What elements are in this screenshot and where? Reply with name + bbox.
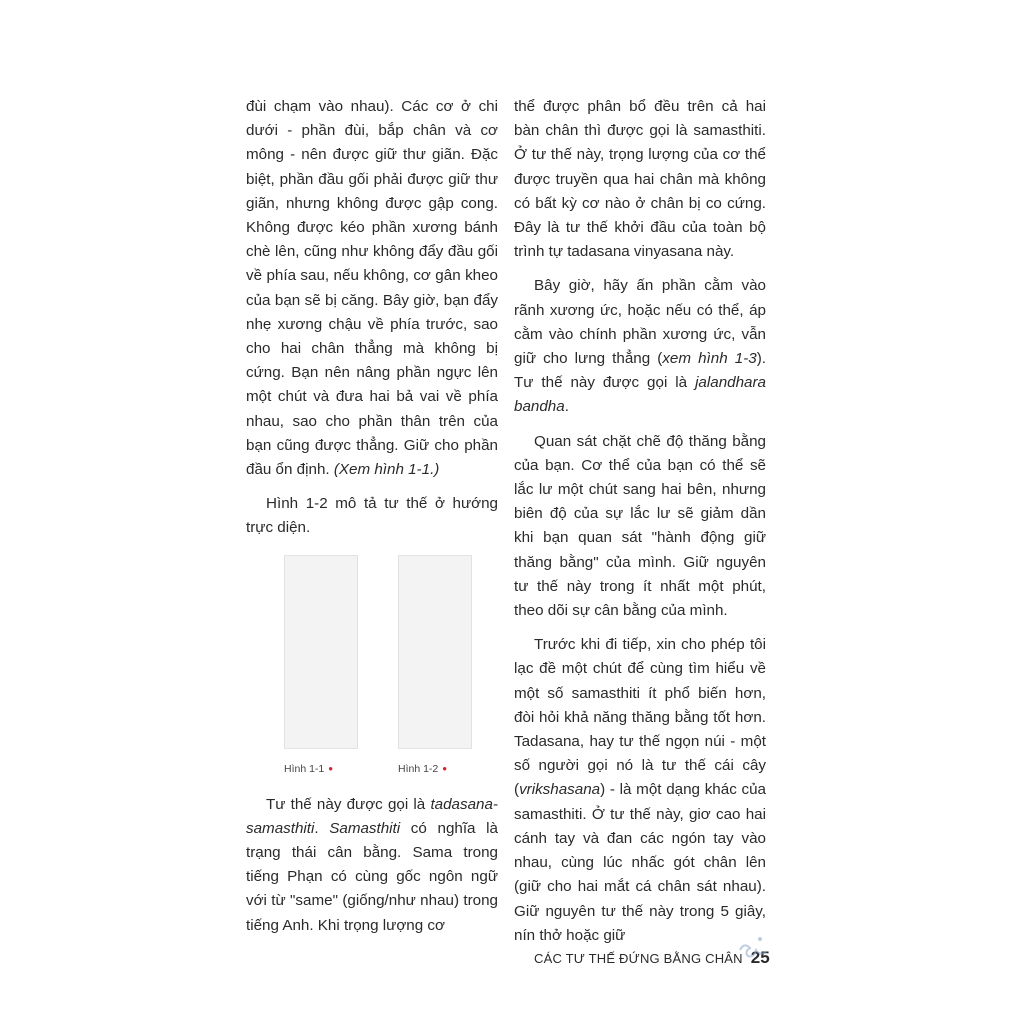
right-paragraph-1: thể được phân bổ đều trên cả hai bàn chân thì được gọi là samasthiti. Ở tư thế này, trọng lượng của cơ thể được truyền qua hai chân mà không có bất kỳ cơ nào ở chân bị co cứng. Đây là tư thế khởi đầu của toàn bộ trình tự tadasana vinyasana này.: [514, 98, 766, 261]
section-title: CÁC TƯ THẾ ĐỨNG BẰNG CHÂN: [534, 950, 743, 966]
left-paragraph-1: đùi chạm vào nhau). Các cơ ở chi dưới - phần đùi, bắp chân và cơ mông - nên được giữ thư giãn. Đặc biệt, phần đầu gối phải được giữ thư giãn, nhưng không được gập cong. Không được kéo phần xương bánh chè lên, cũng như không đẩy đầu gối về phía sau, nếu không, cơ gân kheo của bạn sẽ bị căng. Bây giờ, bạn đẩy nhẹ xương chậu về phía trước, sao cho hai chân thẳng mà không bị cứng. Bạn nên nâng phần ngực lên một chút và đưa hai bả vai về phía nhau, sao cho phần thân trên của bạn cũng được thẳng. Giữ cho phần đầu ổn định. (Xem hình 1-1.): [246, 98, 498, 479]
left-column: [246, 95, 498, 948]
page-footer: [534, 948, 770, 968]
right-column: [514, 95, 766, 958]
right-paragraph-2: Bây giờ, hãy ấn phần cằm vào rãnh xương ức, hoặc nếu có thể, áp cằm vào chính phần xương ức, vẫn giữ cho lưng thẳng (xem hình 1-3). Tư thế này được gọi là jalandhara bandha.: [514, 277, 766, 416]
figure-group: [246, 555, 498, 783]
figure-1-1: [284, 555, 358, 781]
caption-dot-icon: ●: [328, 763, 334, 773]
caption-dot-icon: ●: [442, 763, 448, 773]
left-paragraph-3: Tư thế này được gọi là tadasana-samasthiti. Samasthiti có nghĩa là trạng thái cân bằng. Sama trong tiếng Phạn có cùng gốc ngôn ngữ với từ "same" (giống/như nhau) trong tiếng Anh. Khi trọng lượng cơ: [246, 795, 498, 934]
om-icon: [734, 934, 770, 962]
right-paragraph-4: Trước khi đi tiếp, xin cho phép tôi lạc đề một chút để cùng tìm hiểu về một số samasthiti ít phổ biến hơn, đòi hỏi khả năng thăng bằng tốt hơn. Tadasana, hay tư thế ngọn núi - một số người gọi nó là tư thế cái cây (vrikshasana) - là một dạng khác của samasthiti. Ở tư thế này, giơ cao hai cánh tay và đan các ngón tay vào nhau, cùng lúc nhấc gót chân lên (giữ cho hai mắt cá chân sát nhau). Giữ nguyên tư thế này trong 5 giây, nín thở hoặc giữ: [514, 636, 766, 944]
page-number: 25: [750, 948, 770, 967]
right-paragraph-3: Quan sát chặt chẽ độ thăng bằng của bạn. Cơ thể của bạn có thể sẽ lắc lư một chút sang hai bên, nhưng biên độ của sự lắc lư sẽ giảm dần khi bạn quan sát "hành động giữ thăng bằng" của mình. Giữ nguyên tư thế này trong ít nhất một phút, theo dõi sự cân bằng của mình.: [514, 432, 766, 620]
figure-1-1-caption: Hình 1-1 ●: [284, 757, 358, 781]
figure-1-2-photo-placeholder: [398, 555, 472, 749]
left-paragraph-2: Hình 1-2 mô tả tư thế ở hướng trực diện.: [246, 495, 498, 537]
figure-1-2: [398, 555, 472, 781]
figure-1-1-photo-placeholder: [284, 555, 358, 749]
figure-1-2-caption: Hình 1-2 ●: [398, 757, 472, 781]
